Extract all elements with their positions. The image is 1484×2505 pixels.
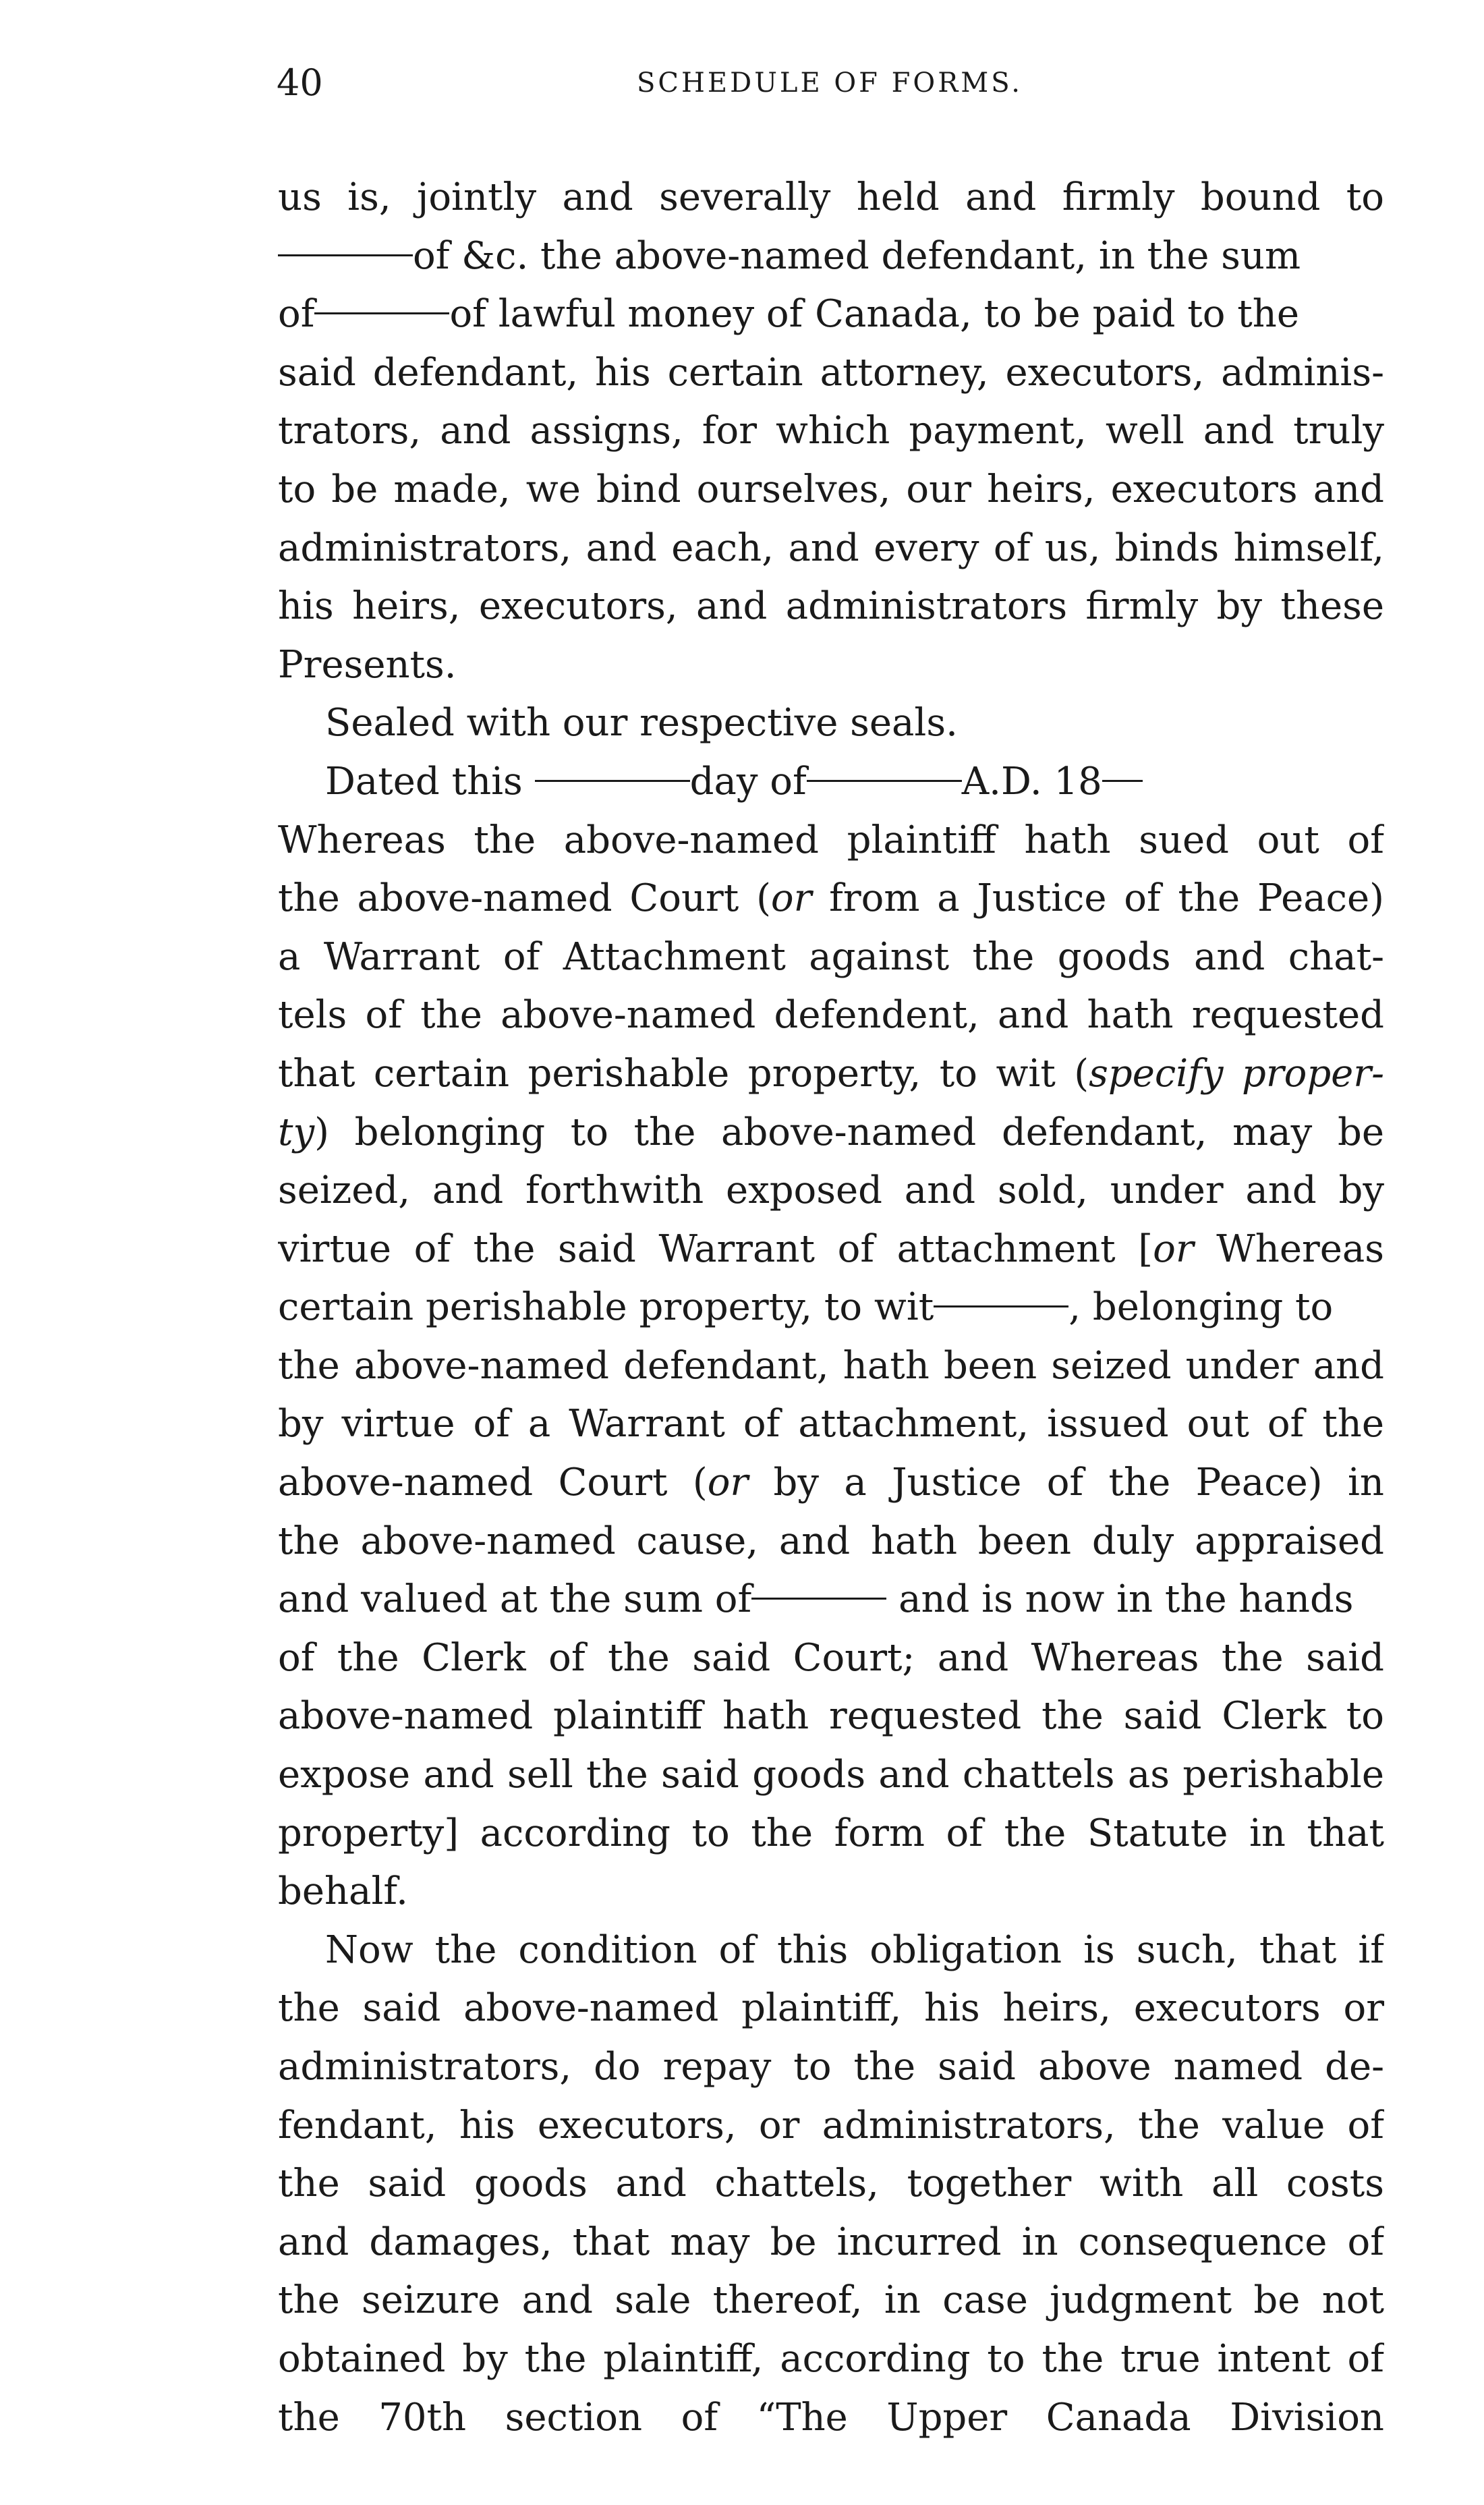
text-line: the said above-named plaintiff, his heirs, executors or (278, 1986, 1384, 2031)
text-line: us is, jointly and severally held and firmly bound to (278, 175, 1384, 219)
text-line: above-named plaintiff hath requested the said Clerk to (278, 1694, 1384, 1739)
running-title: SCHEDULE OF FORMS. (637, 67, 1023, 98)
text-line: expose and sell the said goods and chattels as perishable (278, 1753, 1384, 1797)
text-line: above-named Court (or by a Justice of the Peace) in (278, 1461, 1384, 1505)
text-line: and valued at the sum of and is now in the hands (278, 1577, 1354, 1622)
text-line: behalf. (278, 1869, 408, 1914)
text-line: Dated this day of A.D. 18 (278, 753, 1384, 812)
text-line: administrators, and each, and every of us, binds himself, (278, 526, 1384, 570)
text-line: seized, and forthwith exposed and sold, under and by (278, 1169, 1384, 1213)
text-line: administrators, do repay to the said above named de- (278, 2045, 1384, 2089)
blank-line (1102, 780, 1143, 782)
text-line: a Warrant of Attachment against the goods and chat- (278, 934, 1384, 979)
blank-line (751, 1598, 886, 1600)
blank-line (934, 1305, 1068, 1307)
text-line: obtained by the plaintiff, according to the true intent of (278, 2336, 1384, 2381)
blank-line (314, 312, 449, 314)
body-text (278, 169, 1384, 2447)
text-line: the above-named Court (or from a Justice of the Peace) (278, 876, 1384, 921)
text-line: Sealed with our respective seals. (325, 701, 958, 745)
text-line: said defendant, his certain attorney, executors, adminis- (278, 350, 1384, 395)
text-line: tels of the above-named defendent, and hath requested (278, 993, 1384, 1038)
text-line: by virtue of a Warrant of attachment, issued out of the (278, 1402, 1384, 1446)
text-line: the above-named defendant, hath been seized under and (278, 1343, 1384, 1388)
text-line: property] according to the form of the Statute in that (278, 1811, 1384, 1855)
text-line: Presents. (278, 642, 457, 687)
text-line: fendant, his executors, or administrators, the value of (278, 2103, 1384, 2147)
text-line: the said goods and chattels, together with all costs (278, 2162, 1384, 2206)
text-line: Now the condition of this obligation is such, that if (325, 1927, 1384, 1972)
text-line: ty) belonging to the above-named defendant, may be (278, 1110, 1384, 1154)
text-line: that certain perishable property, to wit (specify proper- (278, 1051, 1384, 1096)
blank-line (278, 254, 413, 256)
blank-line (807, 780, 962, 782)
text-line: his heirs, executors, and administrators firmly by these (278, 584, 1384, 629)
text-line: virtue of the said Warrant of attachment [or Whereas (278, 1227, 1384, 1271)
page-number: 40 (277, 61, 323, 104)
text-line: trators, and assigns, for which payment, well and truly (278, 409, 1384, 453)
text-line: Whereas the above-named plaintiff hath sued out of (278, 818, 1384, 862)
text-line: the 70th section of “The Upper Canada Division (278, 2395, 1384, 2440)
text-line: and damages, that may be incurred in consequence of (278, 2220, 1384, 2264)
blank-line (535, 780, 690, 782)
text-line: of of lawful money of Canada, to be paid to the (278, 292, 1299, 337)
text-line: of the Clerk of the said Court; and Whereas the said (278, 1635, 1384, 1680)
text-line: the above-named cause, and hath been duly appraised (278, 1519, 1384, 1563)
text-line: of &c. the above-named defendant, in the sum (278, 227, 1384, 286)
page-header (277, 53, 1383, 113)
text-line: the seizure and sale thereof, in case judgment be not (278, 2278, 1384, 2323)
text-line: certain perishable property, to wit , belonging to (278, 1285, 1334, 1330)
text-line: to be made, we bind ourselves, our heirs, executors and (278, 467, 1384, 511)
